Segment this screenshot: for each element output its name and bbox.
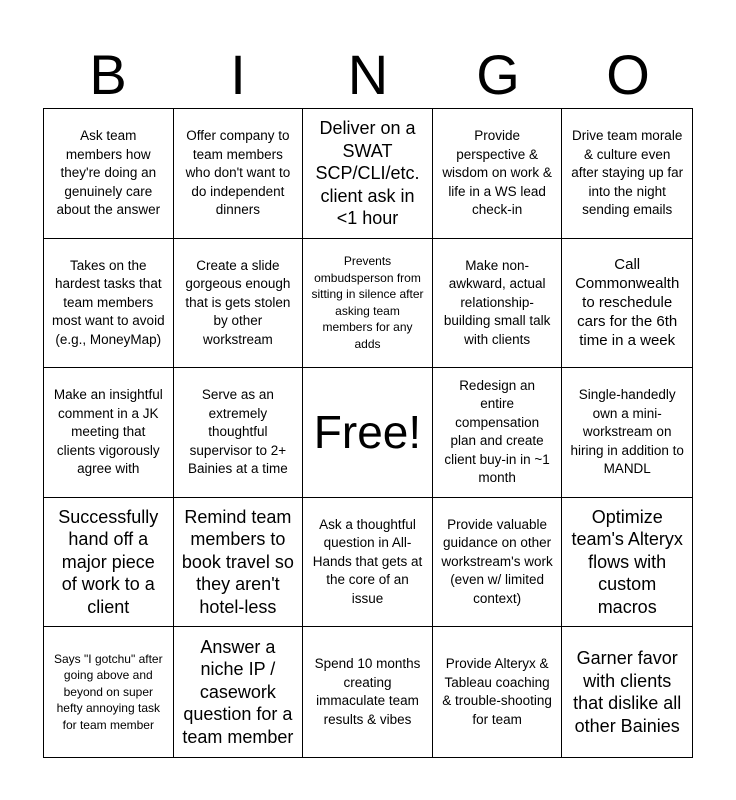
bingo-cell-text: Says "I gotchu" after going above and beyond on super hefty annoying task for team member (54, 651, 163, 732)
bingo-header (43, 40, 693, 110)
bingo-cell[interactable] (433, 627, 563, 757)
bingo-cell[interactable] (174, 368, 304, 498)
bingo-cell[interactable] (174, 109, 304, 239)
bingo-cell-text: Spend 10 months creating immaculate team results & vibes (314, 656, 421, 727)
bingo-cell[interactable] (44, 627, 174, 757)
bingo-cell-text: Create a slide gorgeous enough that is gets stolen by other workstream (185, 257, 291, 347)
bingo-cell[interactable] (562, 498, 692, 628)
bingo-cell[interactable] (303, 627, 433, 757)
bingo-cell-text: Make an insightful comment in a JK meeting that clients vigorously agree with (53, 387, 163, 477)
bingo-cell[interactable] (433, 239, 563, 369)
header-letter-o: O (606, 43, 650, 106)
bingo-cell-text: Deliver on a SWAT SCP/CLI/etc. client ask in <1 hour (315, 118, 420, 229)
bingo-cell[interactable] (433, 368, 563, 498)
bingo-cell-text: Serve as an extremely thoughtful supervisor to 2+ Bainies at a time (187, 387, 288, 477)
bingo-cell-text: Provide valuable guidance on other workstream's work (even w/ limited context) (441, 516, 553, 606)
free-space-cell[interactable] (303, 368, 433, 498)
bingo-cell[interactable] (303, 239, 433, 369)
bingo-card-grid (43, 108, 693, 758)
bingo-cell[interactable] (562, 627, 692, 757)
header-letter-i: I (230, 43, 246, 106)
bingo-cell-text: Provide perspective & wisdom on work & life in a WS lead check-in (442, 128, 552, 218)
bingo-cell-text: Ask a thoughtful question in All-Hands that gets at the core of an issue (312, 516, 423, 606)
bingo-cell-text: Prevents ombudsperson from sitting in silence after asking team members for any adds (311, 254, 424, 351)
header-letter-b: B (89, 43, 127, 106)
bingo-cell[interactable] (303, 498, 433, 628)
bingo-cell[interactable] (44, 368, 174, 498)
bingo-cell-text: Make non-awkward, actual relationship-building small talk with clients (443, 257, 551, 347)
bingo-cell[interactable] (174, 627, 304, 757)
bingo-cell-text: Remind team members to book travel so they aren't hotel-less (181, 506, 294, 617)
bingo-cell-text: Provide Alteryx & Tableau coaching & trouble-shooting for team (442, 656, 552, 727)
bingo-cell[interactable] (303, 109, 433, 239)
bingo-cell-text: Offer company to team members who don't want to do independent dinners (185, 128, 291, 218)
bingo-cell-text: Drive team morale & culture even after staying up far into the night sending emails (571, 128, 684, 218)
bingo-cell[interactable] (562, 109, 692, 239)
bingo-cell-text: Single-handedly own a mini-workstream on hiring in addition to MANDL (570, 387, 684, 477)
bingo-cell[interactable] (562, 239, 692, 369)
bingo-cell[interactable] (174, 239, 304, 369)
bingo-cell[interactable] (174, 498, 304, 628)
bingo-cell-text: Answer a niche IP / casework question for a team member (182, 636, 294, 747)
header-letter-n: N (347, 43, 389, 106)
bingo-cell-text: Garner favor with clients that dislike all other Bainies (573, 648, 682, 736)
bingo-cell[interactable] (44, 498, 174, 628)
bingo-cell-text: Takes on the hardest tasks that team members most want to avoid (e.g., MoneyMap) (52, 257, 165, 347)
bingo-cell[interactable] (433, 109, 563, 239)
free-space-text: Free! (313, 406, 422, 459)
bingo-cell-text: Optimize team's Alteryx flows with custom macros (571, 506, 683, 617)
bingo-cell-text: Redesign an entire compensation plan and create client buy-in in ~1 month (444, 377, 550, 486)
header-letter-g: G (476, 43, 520, 106)
bingo-cell-text: Ask team members how they're doing an genuinely care about the answer (56, 128, 161, 218)
bingo-cell[interactable] (562, 368, 692, 498)
bingo-cell[interactable] (44, 239, 174, 369)
bingo-cell[interactable] (44, 109, 174, 239)
bingo-cell-text: Successfully hand off a major piece of work to a client (58, 506, 159, 617)
bingo-cell[interactable] (433, 498, 563, 628)
bingo-cell-text: Call Commonwealth to reschedule cars for the 6th time in a week (575, 256, 680, 350)
